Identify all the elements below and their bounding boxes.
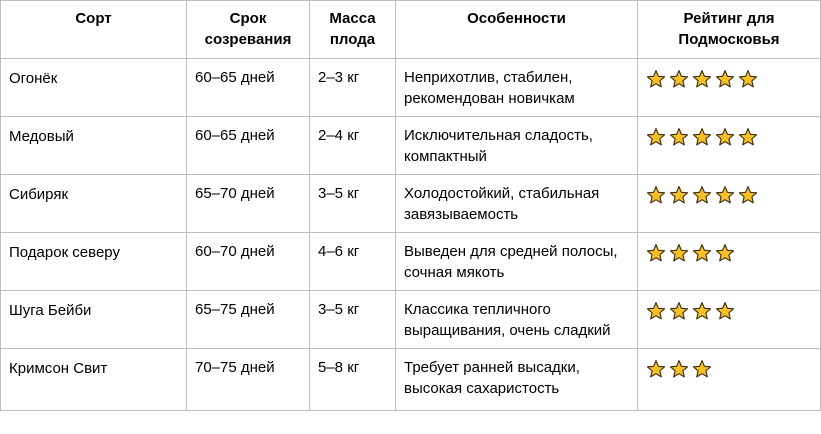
star-icon (692, 185, 712, 205)
table-row (1, 291, 821, 349)
cell-rating (638, 349, 821, 411)
cell-weight: 2–3 кг (310, 59, 396, 117)
star-icon (738, 69, 758, 89)
cell-variety: Шуга Бейби (1, 291, 187, 349)
cell-weight: 5–8 кг (310, 349, 396, 411)
cell-features: Неприхотлив, стабилен, рекомендован новичкам (396, 59, 638, 117)
rating-stars (646, 359, 812, 379)
star-icon (692, 301, 712, 321)
star-icon (669, 301, 689, 321)
star-icon (669, 243, 689, 263)
header-weight: Масса плода (310, 1, 396, 59)
cell-weight: 3–5 кг (310, 291, 396, 349)
star-icon (692, 243, 712, 263)
star-icon (669, 69, 689, 89)
star-icon (715, 185, 735, 205)
cell-rating (638, 117, 821, 175)
star-icon (692, 127, 712, 147)
cell-weight: 4–6 кг (310, 233, 396, 291)
cell-ripening: 60–70 дней (187, 233, 310, 291)
cell-ripening: 65–70 дней (187, 175, 310, 233)
star-icon (646, 359, 666, 379)
cell-features: Выведен для средней полосы, сочная мякоть (396, 233, 638, 291)
star-icon (669, 127, 689, 147)
cell-weight: 2–4 кг (310, 117, 396, 175)
cell-rating (638, 291, 821, 349)
table-row (1, 117, 821, 175)
star-icon (715, 243, 735, 263)
cell-variety: Медовый (1, 117, 187, 175)
rating-stars (646, 243, 812, 263)
cell-features: Классика тепличного выращивания, очень сладкий (396, 291, 638, 349)
star-icon (738, 127, 758, 147)
cell-variety: Кримсон Свит (1, 349, 187, 411)
table-row (1, 233, 821, 291)
cell-features: Исключительная сладость, компактный (396, 117, 638, 175)
cell-features: Холодостойкий, стабильная завязываемость (396, 175, 638, 233)
star-icon (646, 69, 666, 89)
star-icon (715, 69, 735, 89)
header-features: Особенности (396, 1, 638, 59)
table-header-row (1, 1, 821, 59)
cell-ripening: 60–65 дней (187, 117, 310, 175)
star-icon (646, 301, 666, 321)
cell-ripening: 70–75 дней (187, 349, 310, 411)
table-row (1, 59, 821, 117)
star-icon (646, 185, 666, 205)
rating-stars (646, 301, 812, 321)
star-icon (646, 127, 666, 147)
rating-stars (646, 127, 812, 147)
star-icon (669, 185, 689, 205)
star-icon (715, 301, 735, 321)
cell-ripening: 65–75 дней (187, 291, 310, 349)
table-row (1, 175, 821, 233)
star-icon (715, 127, 735, 147)
star-icon (669, 359, 689, 379)
cell-variety: Подарок северу (1, 233, 187, 291)
rating-stars (646, 69, 812, 89)
cell-variety: Огонёк (1, 59, 187, 117)
cell-variety: Сибиряк (1, 175, 187, 233)
header-ripening: Срок созревания (187, 1, 310, 59)
cell-rating (638, 233, 821, 291)
cell-weight: 3–5 кг (310, 175, 396, 233)
header-rating: Рейтинг для Подмосковья (638, 1, 821, 59)
header-variety: Сорт (1, 1, 187, 59)
star-icon (646, 243, 666, 263)
cell-rating (638, 59, 821, 117)
cell-ripening: 60–65 дней (187, 59, 310, 117)
cell-features: Требует ранней высадки, высокая сахаристость (396, 349, 638, 411)
star-icon (692, 69, 712, 89)
table-row (1, 349, 821, 411)
star-icon (692, 359, 712, 379)
rating-stars (646, 185, 812, 205)
cell-rating (638, 175, 821, 233)
star-icon (738, 185, 758, 205)
